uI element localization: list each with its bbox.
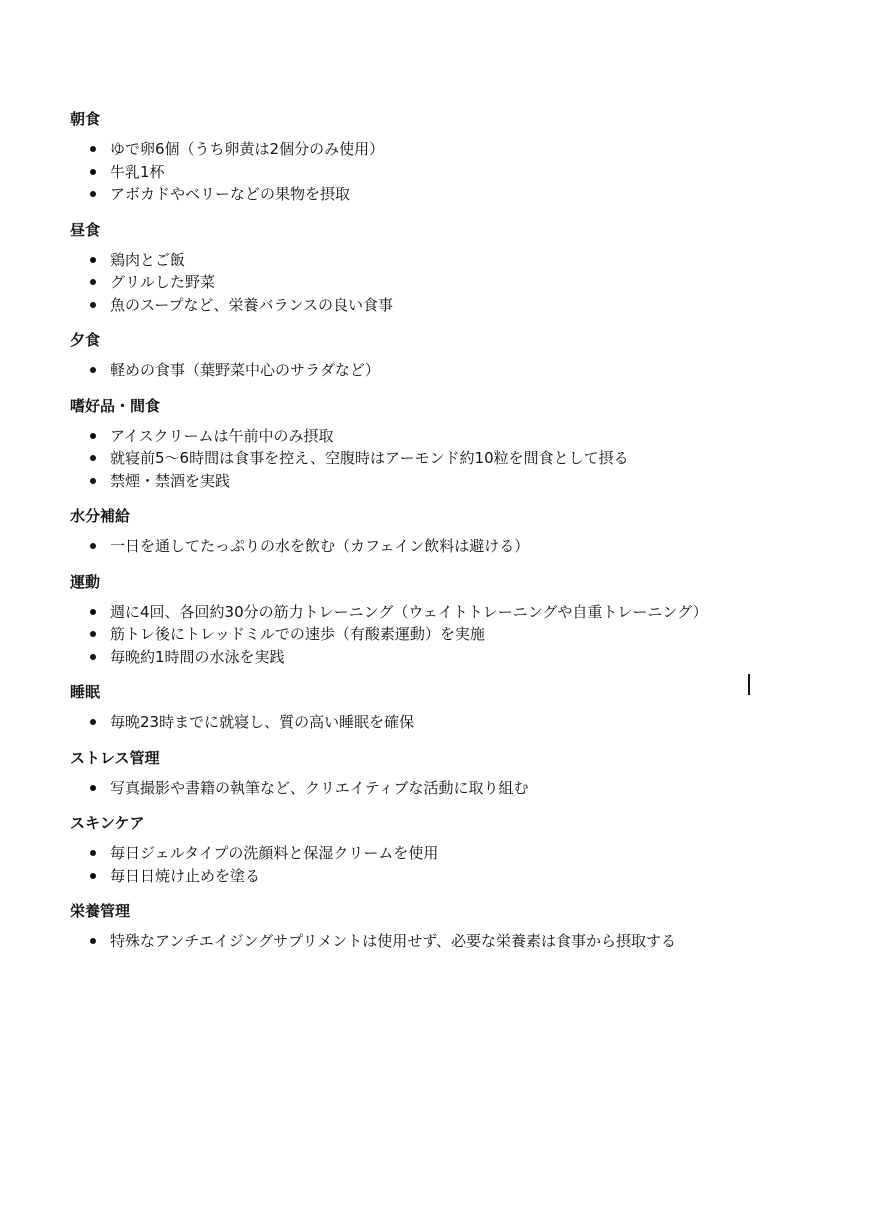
list-item-text: 週に4回、各回約30分の筋力トレーニング（ウェイトトレーニングや自重トレーニング）: [110, 602, 708, 621]
bullet-icon: [90, 257, 96, 263]
list-item-text: 魚のスープなど、栄養バランスの良い食事: [110, 295, 394, 314]
section-heading: 運動: [70, 572, 101, 591]
bullet-list: [70, 425, 860, 493]
list-item: [70, 711, 860, 734]
bullet-list: [70, 930, 860, 953]
section-heading: 昼食: [70, 220, 101, 239]
bullet-icon: [90, 478, 96, 484]
bullet-icon: [90, 543, 96, 549]
bullet-icon: [90, 433, 96, 439]
list-item-text: ゆで卵6個（うち卵黄は2個分のみ使用）: [110, 140, 385, 158]
list-item-text: 毎日日焼け止めを塗る: [110, 866, 261, 885]
bullet-icon: [90, 302, 96, 308]
bullet-icon: [90, 609, 96, 615]
bullet-list: [70, 711, 860, 734]
section-heading: 朝食: [70, 110, 101, 128]
list-item-text: 禁煙・禁酒を実践: [110, 471, 231, 490]
list-item-text: 毎晩約1時間の水泳を実践: [110, 647, 285, 666]
list-item: [70, 359, 860, 382]
list-item-text: アイスクリームは午前中のみ摂取: [110, 426, 334, 445]
list-item: [70, 138, 860, 161]
bullet-icon: [90, 938, 96, 944]
bullet-list: [70, 842, 860, 887]
list-item: [70, 294, 860, 317]
bullet-icon: [90, 873, 96, 879]
list-item-text: 就寝前5〜6時間は食事を控え、空腹時はアーモンド約10粒を間食として摂る: [110, 449, 629, 467]
text-cursor: [748, 674, 750, 695]
section: [70, 329, 860, 382]
section: [70, 747, 860, 800]
section: [70, 395, 860, 493]
list-item: [70, 470, 860, 493]
bullet-icon: [90, 169, 96, 175]
bullet-icon: [90, 367, 96, 373]
section: [70, 219, 860, 317]
list-item-text: グリルした野菜: [110, 273, 216, 291]
section-heading: スキンケア: [70, 814, 145, 832]
list-item: [70, 161, 860, 184]
bullet-icon: [90, 631, 96, 637]
list-item: [70, 646, 860, 669]
list-item-text: 鶏肉とご飯: [110, 250, 186, 269]
list-item-text: 牛乳1杯: [110, 162, 165, 181]
bullet-list: [70, 138, 860, 206]
bullet-icon: [90, 146, 96, 152]
list-item: [70, 930, 860, 953]
section: [70, 108, 860, 206]
section: [70, 505, 860, 558]
section: [70, 900, 860, 953]
list-item: [70, 623, 860, 646]
section: [70, 681, 860, 734]
bullet-list: [70, 249, 860, 317]
list-item-text: 毎日ジェルタイプの洗顔料と保湿クリームを使用: [110, 844, 439, 862]
list-item: [70, 271, 860, 294]
bullet-icon: [90, 654, 96, 660]
sections-container: [70, 108, 860, 953]
list-item: [70, 447, 860, 470]
list-item-text: 一日を通してたっぷりの水を飲む（カフェイン飲料は避ける）: [110, 537, 530, 555]
section: [70, 812, 860, 887]
bullet-list: [70, 535, 860, 558]
section-heading: 夕食: [70, 331, 101, 349]
section-heading: ストレス管理: [70, 748, 160, 767]
list-item-text: 軽めの食事（葉野菜中心のサラダなど）: [110, 361, 380, 379]
bullet-icon: [90, 785, 96, 791]
bullet-list: [70, 601, 860, 669]
bullet-icon: [90, 850, 96, 856]
list-item: [70, 425, 860, 448]
section-heading: 睡眠: [70, 683, 101, 701]
list-item: [70, 865, 860, 888]
bullet-icon: [90, 719, 96, 725]
bullet-icon: [90, 191, 96, 197]
section: [70, 571, 860, 669]
bullet-icon: [90, 279, 96, 285]
list-item: [70, 601, 860, 624]
bullet-list: [70, 359, 860, 382]
bullet-list: [70, 777, 860, 800]
list-item-text: 毎晩23時までに就寝し、質の高い睡眠を確保: [110, 713, 415, 731]
list-item-text: アボカドやベリーなどの果物を摂取: [110, 185, 351, 203]
list-item-text: 筋トレ後にトレッドミルでの速歩（有酸素運動）を実施: [110, 625, 485, 643]
section-heading: 栄養管理: [70, 902, 131, 920]
section-heading: 嗜好品・間食: [70, 396, 161, 415]
list-item: [70, 535, 860, 558]
list-item-text: 写真撮影や書籍の執筆など、クリエイティブな活動に取り組む: [110, 778, 529, 797]
list-item-text: 特殊なアンチエイジングサプリメントは使用せず、必要な栄養素は食事から摂取する: [110, 932, 677, 950]
list-item: [70, 249, 860, 272]
list-item: [70, 183, 860, 206]
list-item: [70, 777, 860, 800]
bullet-icon: [90, 455, 96, 461]
section-heading: 水分補給: [70, 507, 131, 525]
list-item: [70, 842, 860, 865]
